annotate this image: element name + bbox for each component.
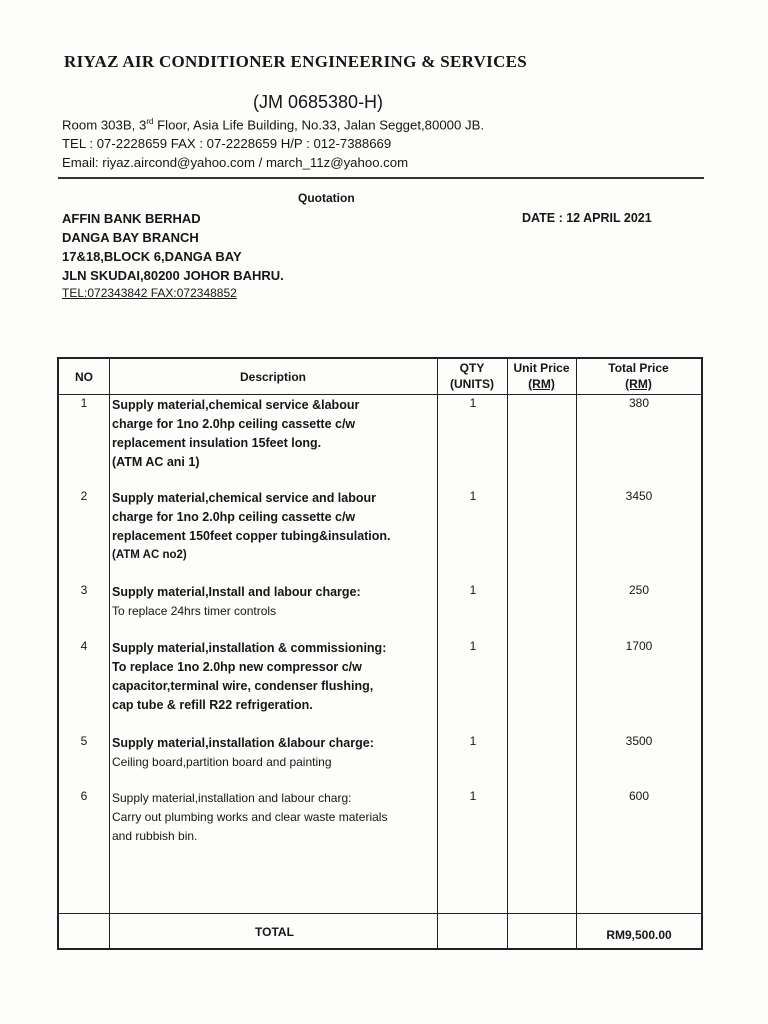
quotation-date: DATE : 12 APRIL 2021 <box>522 211 652 225</box>
row-6-line-2: Carry out plumbing works and clear waste materials <box>112 810 388 824</box>
row-2-total-price: 3450 <box>625 489 653 503</box>
row-5-line-2: Ceiling board,partition board and painting <box>112 755 332 769</box>
row-5-total-price: 3500 <box>625 734 653 748</box>
row-1-line-1: Supply material,chemical service &labour <box>112 398 360 412</box>
row-1-no: 1 <box>80 396 88 410</box>
header-total-price-line1: Total Price <box>608 361 669 375</box>
row-4-line-3: capacitor,terminal wire, condenser flushing, <box>112 679 374 693</box>
row-6-total-price: 600 <box>628 789 650 803</box>
row-4-line-2: To replace 1no 2.0hp new compressor c/w <box>112 660 362 674</box>
header-unit-price-line2: (RM) <box>528 377 555 391</box>
header-unit-price-line1: Unit Price <box>513 361 570 375</box>
row-1-line-2: charge for 1no 2.0hp ceiling cassette c/w <box>112 417 356 431</box>
company-address <box>62 117 484 132</box>
header-description: Description <box>239 370 306 384</box>
column-divider <box>507 359 508 948</box>
header-qty <box>437 360 507 392</box>
row-1-line-4: (ATM AC ani 1) <box>112 455 200 469</box>
column-divider <box>437 359 438 948</box>
header-row-divider <box>59 394 701 395</box>
recipient-line-1: AFFIN BANK BERHAD <box>62 211 201 226</box>
header-total-price-line2: (RM) <box>625 377 652 391</box>
recipient-line-2: DANGA BAY BRANCH <box>62 230 199 245</box>
row-5-qty: 1 <box>469 734 477 748</box>
row-2-no: 2 <box>80 489 88 503</box>
column-divider <box>576 359 577 948</box>
row-4-line-4: cap tube & refill R22 refrigeration. <box>112 698 313 712</box>
registration-number: (JM 0685380-H) <box>253 92 384 112</box>
header-qty-line1: QTY <box>459 361 485 375</box>
total-label: TOTAL <box>255 925 294 939</box>
row-1-qty: 1 <box>469 396 477 410</box>
header-no: NO <box>75 370 93 384</box>
row-1-line-3: replacement insulation 15feet long. <box>112 436 322 450</box>
row-2-line-2: charge for 1no 2.0hp ceiling cassette c/w <box>112 510 356 524</box>
row-5-no: 5 <box>80 734 88 748</box>
row-2-qty: 1 <box>469 489 477 503</box>
row-4-line-1: Supply material,installation & commissioning: <box>112 641 387 655</box>
quotation-table <box>57 357 703 950</box>
header-total-price <box>576 360 701 392</box>
row-2-line-1: Supply material,chemical service and labour <box>112 491 376 505</box>
row-5-description <box>112 734 437 772</box>
row-2-line-4: (ATM AC no2) <box>112 549 187 561</box>
address-superscript: rd <box>146 117 154 126</box>
recipient-line-3: 17&18,BLOCK 6,DANGA BAY <box>62 249 242 264</box>
row-4-qty: 1 <box>469 639 477 653</box>
row-6-qty: 1 <box>469 789 477 803</box>
row-4-description <box>112 639 437 715</box>
row-4-no: 4 <box>80 639 88 653</box>
row-6-line-3: and rubbish bin. <box>112 829 198 843</box>
header-qty-line2: (UNITS) <box>450 377 494 391</box>
row-6-description <box>112 789 437 846</box>
column-divider <box>109 359 110 948</box>
row-3-no: 3 <box>80 583 88 597</box>
row-3-description <box>112 583 437 621</box>
row-1-total-price: 380 <box>628 396 650 410</box>
header-unit-price <box>507 360 576 392</box>
row-3-line-2: To replace 24hrs timer controls <box>112 604 277 618</box>
row-3-line-1: Supply material,Install and labour charge: <box>112 585 361 599</box>
row-2-line-3: replacement 150feet copper tubing&insulation. <box>112 529 391 543</box>
row-5-line-1: Supply material,installation &labour charge: <box>112 736 374 750</box>
row-2-description <box>112 489 437 565</box>
header-divider <box>58 177 704 179</box>
total-row-divider <box>59 913 701 914</box>
address-part-1: Room 303B, 3 <box>62 117 147 133</box>
address-part-2: Floor, Asia Life Building, No.33, Jalan Segget,80000 JB. <box>153 117 485 133</box>
company-name: RIYAZ AIR CONDITIONER ENGINEERING & SERVICES <box>64 52 528 71</box>
company-phone: TEL : 07-2228659 FAX : 07-2228659 H/P : 012-7388669 <box>62 136 392 151</box>
row-3-qty: 1 <box>469 583 477 597</box>
row-6-no: 6 <box>80 789 88 803</box>
recipient-tel-fax: TEL:072343842 FAX:072348852 <box>62 286 237 300</box>
row-3-total-price: 250 <box>628 583 650 597</box>
total-value: RM9,500.00 <box>606 928 672 942</box>
company-email: Email: riyaz.aircond@yahoo.com / march_11z@yahoo.com <box>62 155 409 170</box>
document-title: Quotation <box>298 191 355 205</box>
recipient-line-4: JLN SKUDAI,80200 JOHOR BAHRU. <box>62 268 284 283</box>
row-1-description <box>112 396 437 472</box>
row-4-total-price: 1700 <box>625 639 653 653</box>
row-6-line-1: Supply material,installation and labour charg: <box>112 791 352 805</box>
